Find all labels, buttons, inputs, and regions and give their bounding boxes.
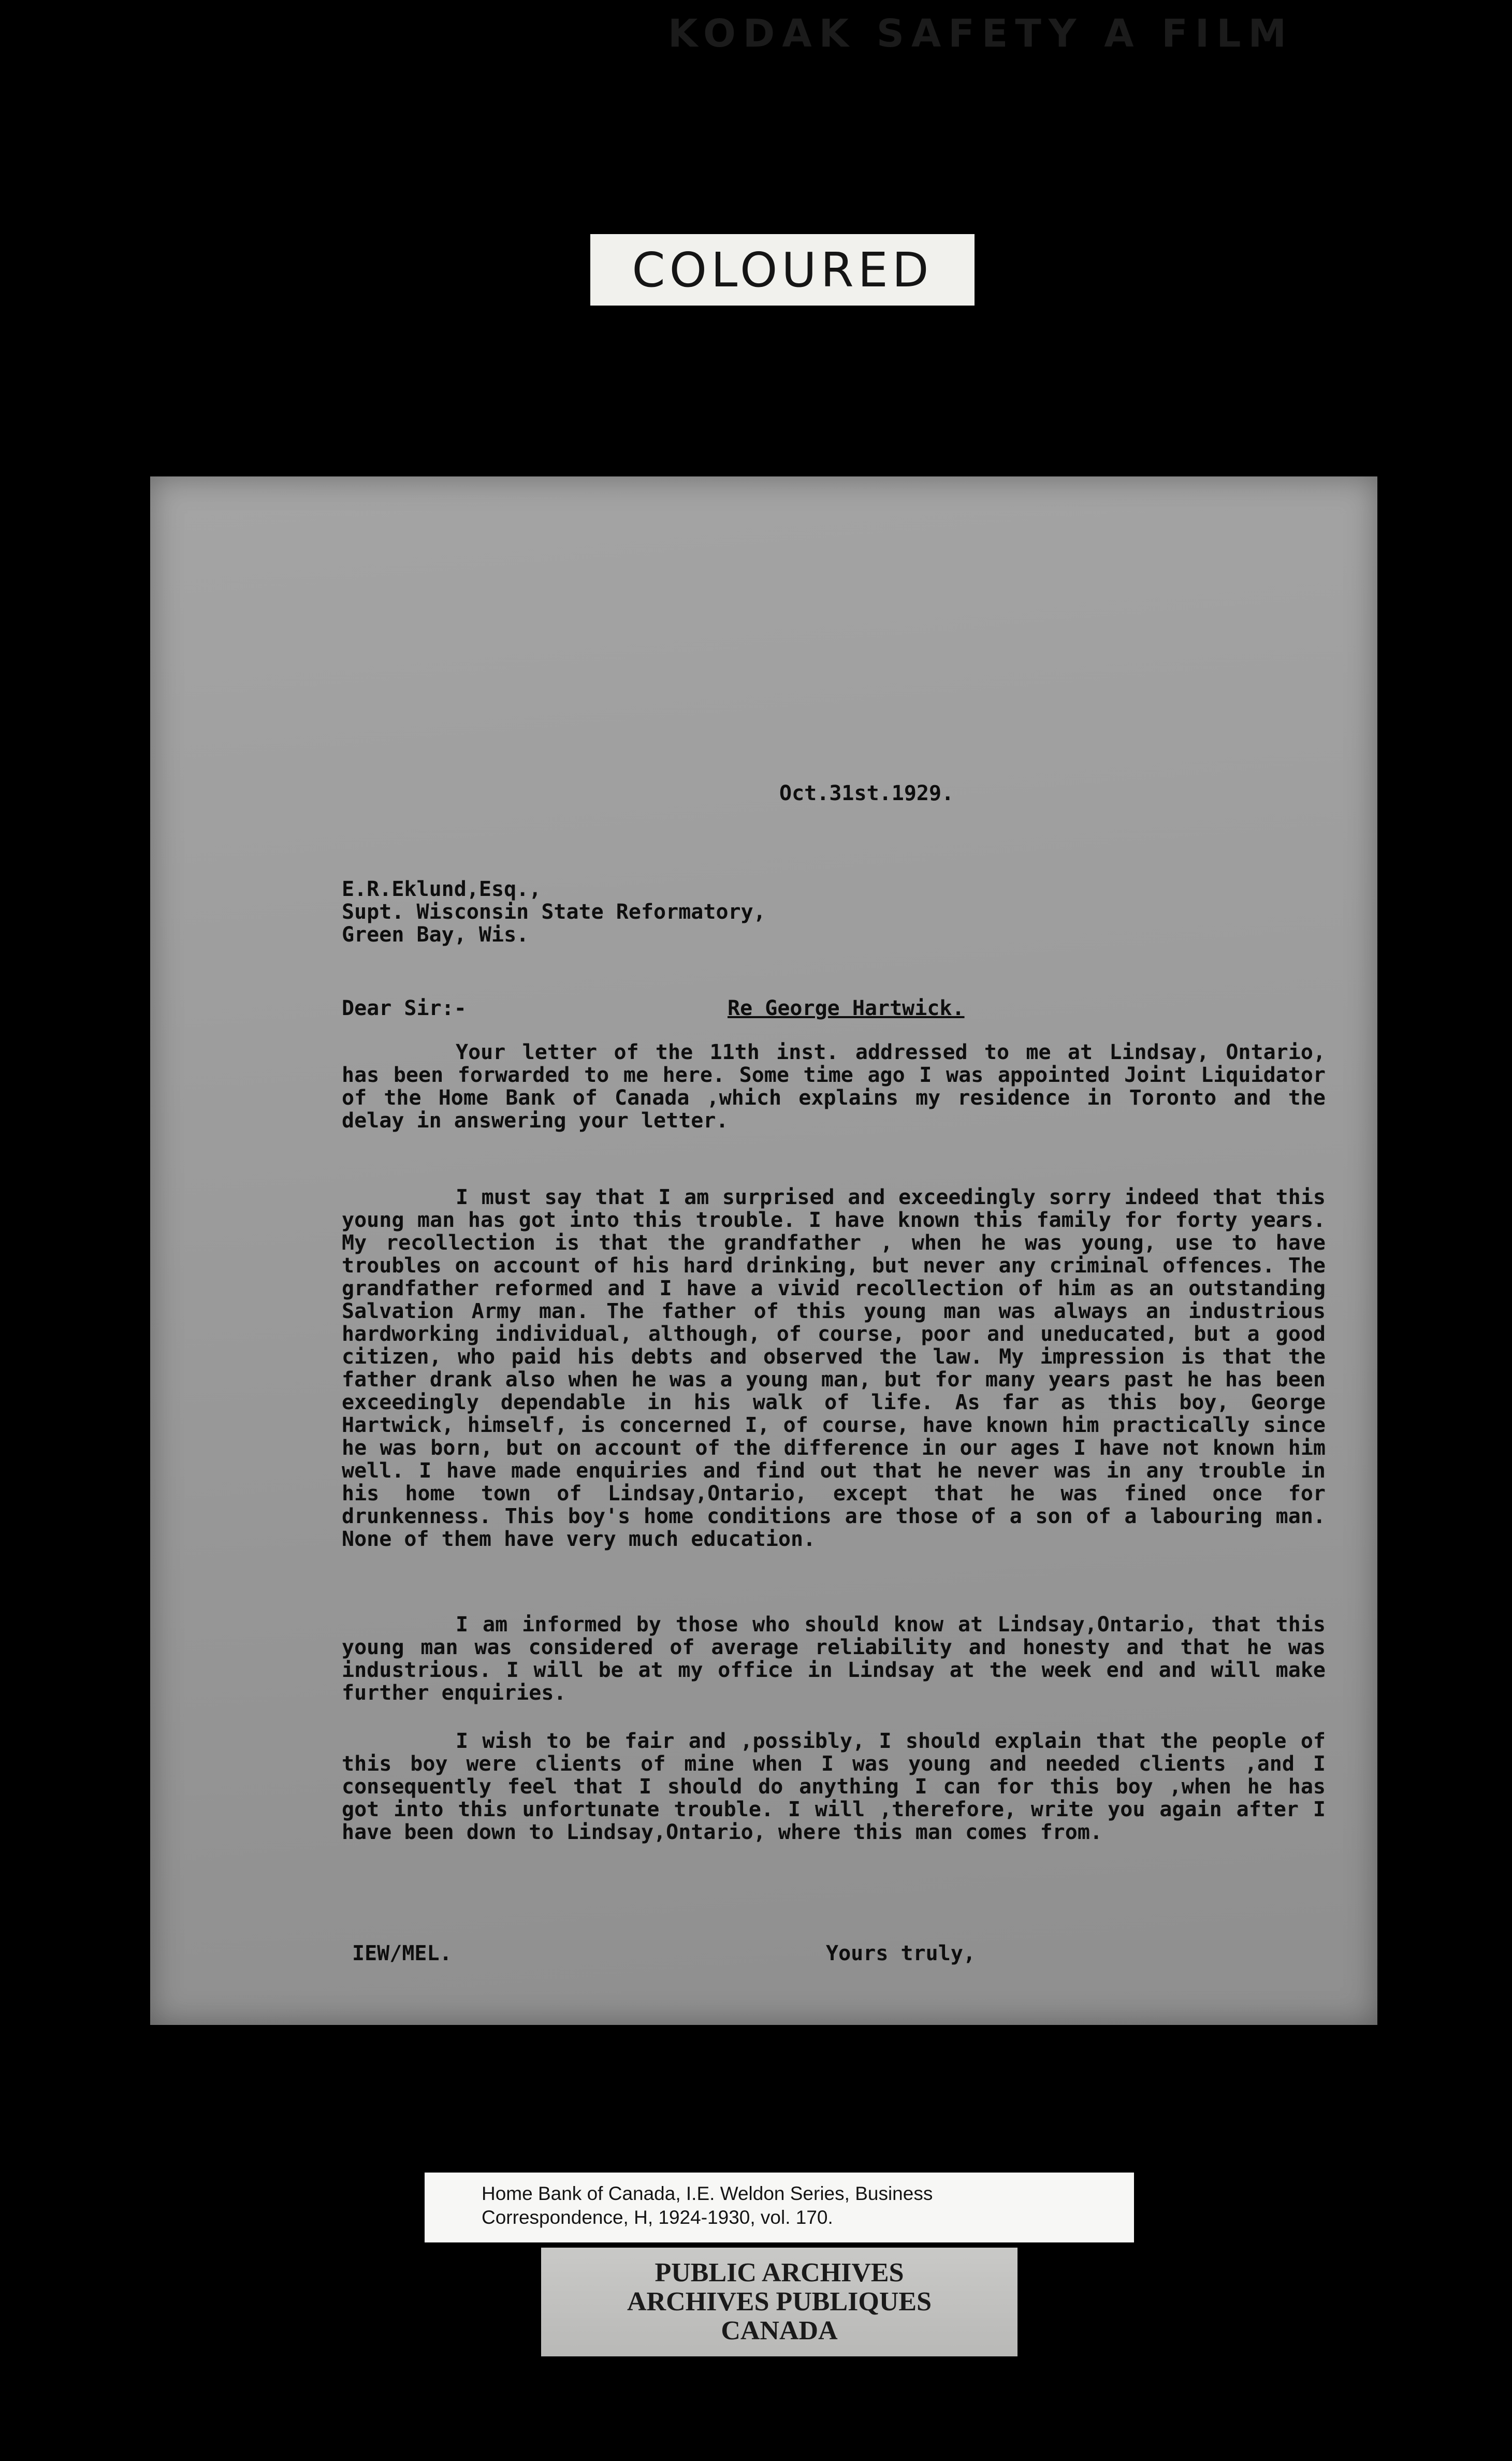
recipient-address (342, 878, 766, 946)
salutation: Dear Sir:- (342, 996, 467, 1020)
body-paragraph: I wish to be fair and ,possibly, I should explain that the people of this boy were clients of mine when I was young and needed clients ,and I consequently feel that I should do anything I can for this boy ,when he has got into this unfortunate trouble. I will ,therefore, write you again after I have been down to Lindsay,Ontario, where this man comes from. (342, 1729, 1326, 1844)
coloured-label (590, 234, 975, 306)
archives-stamp-line-2: ARCHIVES PUBLIQUES (627, 2287, 932, 2317)
recipient-name: E.R.Eklund,Esq., (342, 877, 542, 901)
archives-stamp-line-1: PUBLIC ARCHIVES (655, 2258, 904, 2288)
letter-date: Oct.31st.1929. (779, 781, 954, 805)
closing: Yours truly, (826, 1942, 976, 1965)
source-citation-line-1: Home Bank of Canada, I.E. Weldon Series, Business (482, 2183, 933, 2204)
recipient-title: Supt. Wisconsin State Reformatory, (342, 900, 766, 924)
source-citation-label (425, 2173, 1134, 2242)
body-paragraph: I must say that I am surprised and exceedingly sorry indeed that this young man has got into this trouble. I have known this family for forty years. My recollection is that the grandfather , when he was young, use to have troubles on account of his hard drinking, but never any criminal offences. The grandfather reformed and I have a vivid recollection of him as an outstanding Salvation Army man. The father of this young man was always an industrious hardworking individual, although, of course, poor and uneducated, but a good citizen, who paid his debts and observed the law. My impression is that the father drank also when he was a young man, but for many years past he has been exceedingly dependable in his walk of life. As far as this boy, George Hartwick, himself, is concerned I, of course, have known him practically since he was born, but on account of the difference in our ages I have not known him well. I have made enquiries and find out that he never was in any trouble in his home town of Lindsay,Ontario, except that he was fined once for drunkenness. This boy's home conditions are those of a son of a labouring man. None of them have very much education. (342, 1185, 1326, 1551)
coloured-label-text: COLOURED (632, 242, 933, 298)
source-citation-line-2: Correspondence, H, 1924-1930, vol. 170. (482, 2207, 833, 2228)
subject-line: Re George Hartwick. (728, 996, 965, 1020)
body-paragraph: Your letter of the 11th inst. addressed to me at Lindsay, Ontario, has been forwarded to me here. Some time ago I was appointed Joint Liquidator of the Home Bank of Canada ,which explains my residence in Toronto and the delay in answering your letter. (342, 1040, 1326, 1133)
archives-stamp (541, 2248, 1017, 2356)
film-edge-marking: KODAK SAFETY A FILM (668, 11, 1294, 56)
recipient-location: Green Bay, Wis. (342, 923, 529, 947)
body-paragraph: I am informed by those who should know at Lindsay,Ontario, that this young man was considered of average reliability and honesty and that he was industrious. I will be at my office in Lindsay at the week end and will make further enquiries. (342, 1613, 1326, 1705)
archives-stamp-line-3: CANADA (721, 2316, 838, 2346)
typist-initials: IEW/MEL. (352, 1942, 452, 1965)
letter-page (150, 476, 1377, 2025)
